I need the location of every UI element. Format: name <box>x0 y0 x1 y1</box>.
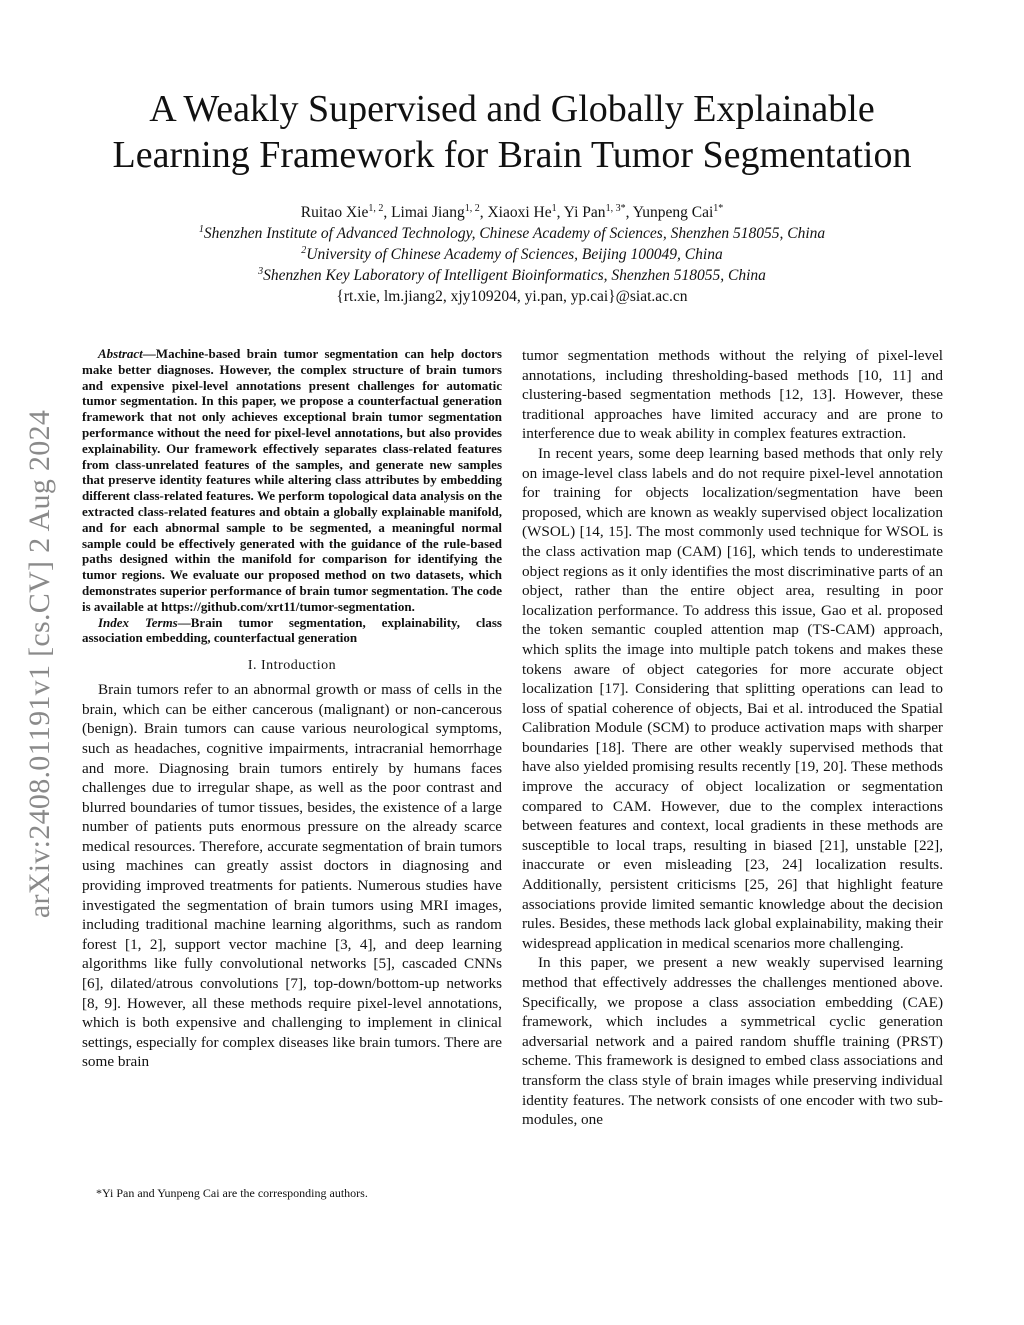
affiliation-1: $^1$Shenzhen Institute of Advanced Technology, Chinese Academy of Sciences, Shenzhen 518055, China <box>198 223 826 242</box>
author-affiliation-mark: 1 <box>551 202 557 214</box>
index-terms <box>82 615 502 647</box>
right-column <box>522 346 943 1130</box>
paper-title <box>60 86 964 178</box>
author-affiliation-mark: 1* <box>713 202 724 214</box>
abstract-label: Abstract <box>98 346 143 361</box>
index-terms-text: —Brain tumor segmentation, explainability, class association embedding, counterfactual generation <box>82 614 502 646</box>
section-heading-introduction: I. Introduction <box>247 658 337 674</box>
left-column <box>82 346 502 1072</box>
footnote-text: *Yi Pan and Yunpeng Cai are the corresponding authors. <box>96 1186 368 1200</box>
author-name: Limai Jiang <box>391 204 465 221</box>
affiliation-2: $^2$University of Chinese Academy of Sciences, Beijing 100049, China <box>301 244 723 263</box>
footnote <box>82 1186 502 1201</box>
author-list: Ruitao Xie$^{1, 2}$, Limai Jiang$^{1, 2}$, Xiaoxi He$^1$, Yi Pan$^{1, 3*}$, Yunpeng Cai$^{1*}$ <box>300 202 724 221</box>
arxiv-watermark <box>14 352 66 976</box>
author-affiliation-mark: 1, 2 <box>368 202 384 214</box>
body-paragraph: Brain tumors refer to an abnormal growth or mass of cells in the brain, which can be either cancerous (malignant) or non-cancerous (benign). Brain tumors can cause various neurological symptoms, such as headaches, cognitive impairments, intracranial hemorrhage and more. Diagnosing brain tumors entirely by humans faces challenges due to irregular shape, as well as the poor contrast and blurred boundaries of tumor tissues, besides, the existence of a large number of patients puts enormous pressure on the already scarce medical resources. Therefore, accurate segmentation of brain tumors using machines can greatly assist doctors in diagnosing and providing improved treatments for patients. Numerous studies have investigated the segmentation of brain tumors using MRI images, including traditional machine learning algorithms, such as random forest [1, 2], support vector machine [3, 4], and deep learning algorithms like fully convolutional networks [5], cascaded CNNs [6], dilated/atrous convolutions [7], top-down/bottom-up networks [8, 9]. However, all these methods require pixel-level annotations, which is both expensive and challenging to implement in clinical settings, especially for complex diseases like brain tumors. There are some brain <box>82 681 502 1071</box>
body-paragraph: In recent years, some deep learning based methods that only rely on image-level class labels and do not require pixel-level annotation for training for objects localization/segmentation have been proposed, which are known as weakly supervised object localization (WSOL) [14, 15]. The most commonly used technique for WSOL is the class activation map (CAM) [16], which tends to underestimate object regions as it only identifies the most discriminative parts of an object, rather than the entire object area, resulting in poor localization performance. To address this issue, Gao et al. proposed the token semantic coupled attention map (TS-CAM) approach, which splits the image into multiple patch tokens and makes these tokens aware of object categories for more accurate object localization [17]. Considering that splitting operations can lead to loss of spatial coherence of objects, Bai et al. introduced the Spatial Calibration Module (SCM) to produce activation maps with sharper boundaries [18]. There are other weakly supervised methods that have also yielded promising results recently [19, 20]. These methods improve the accuracy of object localization or segmentation compared to CAM. However, due to the complex interactions between features and context, local gradients in these methods are susceptible to local traps, resulting in biased [21], unstable [22], inaccurate or even misleading [23, 24] localization results. Additionally, persistent criticisms [25, 26] that highlight feature associations provide limited semantic knowledge about the decision rules. Besides, these methods lack global explainability, making their widespread application in medical scenarios more challenging. <box>522 444 943 952</box>
author-affiliation-mark: 1, 2 <box>464 202 480 214</box>
title-line-2: Learning Framework for Brain Tumor Segmentation <box>112 134 912 176</box>
author-affiliation-mark: 1, 3* <box>605 202 626 214</box>
author-name: Yi Pan <box>563 204 606 221</box>
body-paragraph: In this paper, we present a new weakly supervised learning method that effectively addresses the challenges mentioned above. Specifically, we propose a class association embedding (CAE) framework, which includes a symmetrical cyclic generation adversarial network and a paired random shuffle training (PRST) scheme. This framework is designed to embed class associations and transform the class style of brain images while preserving individual identity features. The network consists of one encoder with two sub-modules, one <box>522 954 943 1129</box>
author-name: Ruitao Xie <box>300 204 369 221</box>
arxiv-id: arXiv:2408.01191v1 [cs.CV] 2 Aug 2024 <box>23 409 56 919</box>
abstract <box>82 346 502 615</box>
index-terms-label: Index Terms <box>98 614 178 630</box>
author-name: Xiaoxi He <box>487 204 552 221</box>
author-block <box>60 202 964 307</box>
abstract-text: —Machine-based brain tumor segmentation can help doctors make better diagnoses. However, the complex structure of brain tumors and expensive pixel-level annotations present challenges for automatic tumor segmentation. In this paper, we propose a counterfactual generation framework that not only achieves exceptional brain tumor segmentation performance without the need for pixel-level annotations, but also provides explainability. Our framework effectively separates class-related features from class-unrelated features of the samples, and generate new samples that preserve identity features while altering class attributes by embedding different class-related features. We perform topological data analysis on the extracted class-related features and obtain a globally explainable manifold, and for each abnormal sample to be segmented, a meaningful normal sample could be effectively generated with the guidance of the rule-based paths designed within the manifold for comparison for identifying the tumor regions. We evaluate our proposed method on two datasets, which demonstrates superior performance of brain tumor segmentation. The code is available at https://github.com/xrt11/tumor-segmentation. <box>82 346 502 614</box>
body-paragraph: tumor segmentation methods without the relying of pixel-level annotations, including thresholding-based methods [10, 11] and clustering-based segmentation methods [12, 13]. However, these traditional approaches have limited accuracy and are prone to interference due to weak ability in complex features extraction. <box>522 347 943 443</box>
title-line-1: A Weakly Supervised and Globally Explainable <box>149 88 875 130</box>
affiliation-3: $^3$Shenzhen Key Laboratory of Intelligent Bioinformatics, Shenzhen 518055, China <box>258 265 766 284</box>
author-emails: {rt.xie, lm.jiang2, xjy109204, yi.pan, yp.cai}@siat.ac.cn <box>336 288 688 305</box>
author-name: Yunpeng Cai <box>632 204 714 221</box>
